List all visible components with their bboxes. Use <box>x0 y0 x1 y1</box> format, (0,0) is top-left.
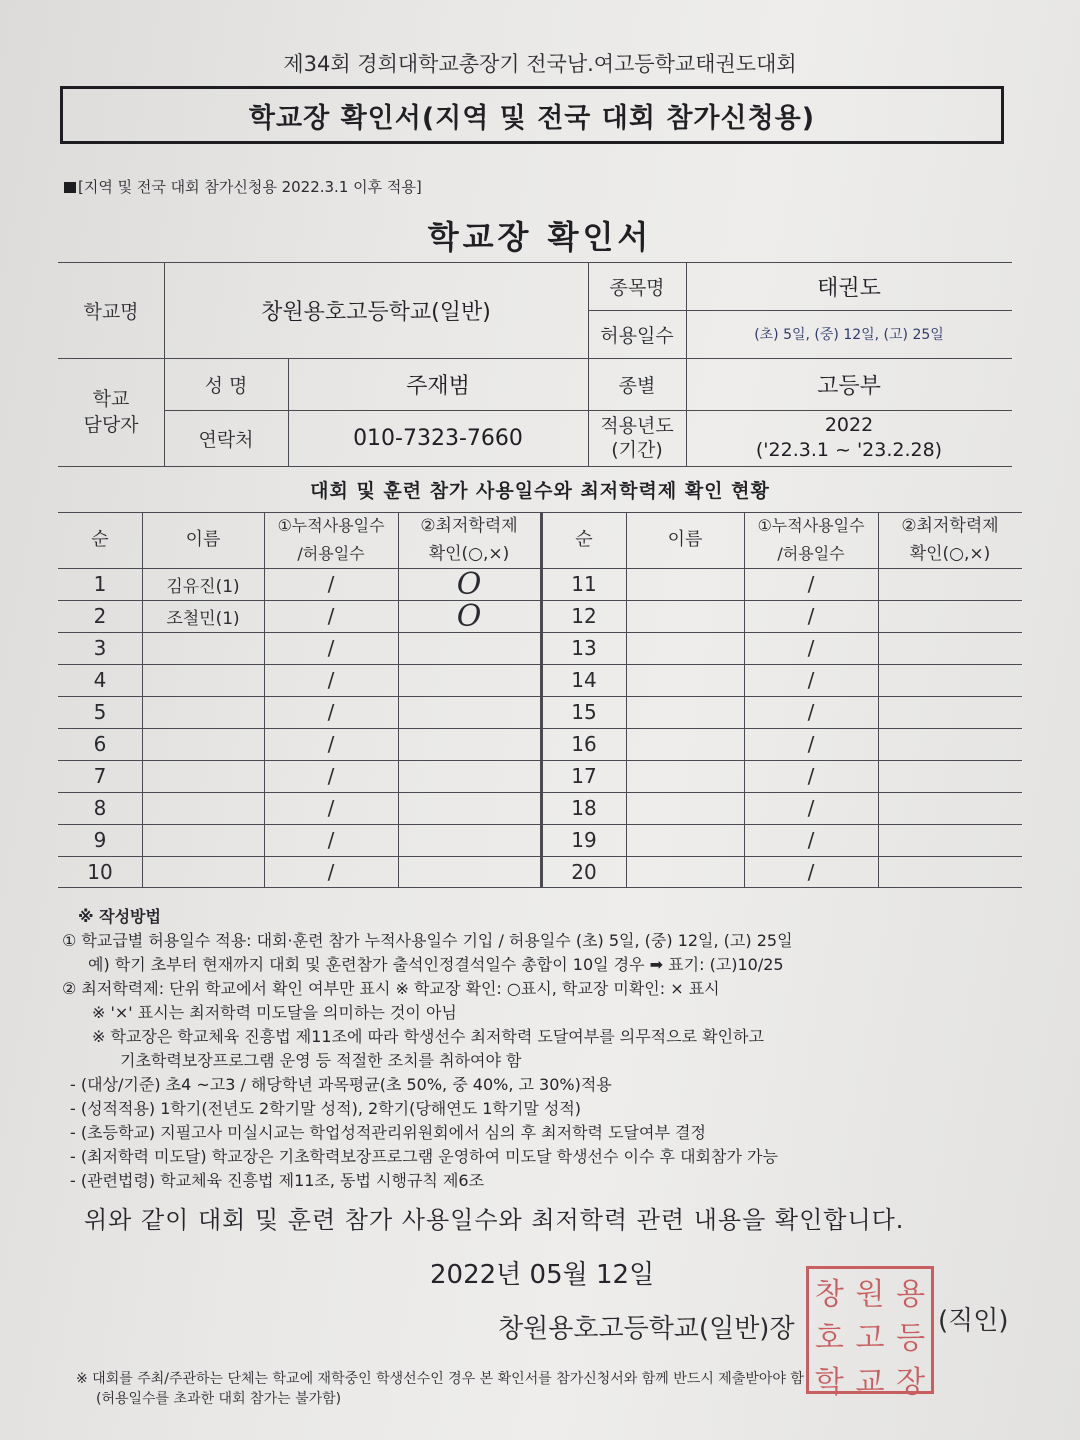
days-used-cell: / <box>327 764 335 788</box>
seal-glyph: 원 <box>855 1277 885 1312</box>
student-name <box>626 824 744 856</box>
confirmation-statement: 위와 같이 대회 및 훈련 참가 사용일수와 최저학력 관련 내용을 확인합니다. <box>84 1206 905 1234</box>
student-name <box>142 824 264 856</box>
year-value-year: 2022 <box>824 414 874 436</box>
student-name <box>142 856 264 888</box>
student-name <box>626 664 744 696</box>
min-academic-check: O <box>456 598 482 634</box>
seal-glyph: 등 <box>896 1321 926 1356</box>
header-days-line2: /허용일수 <box>297 544 365 563</box>
row-number: 5 <box>93 700 107 724</box>
days-used-cell: / <box>807 732 815 756</box>
min-academic-check <box>398 792 540 824</box>
min-academic-check <box>398 760 540 792</box>
header-name-right: 이름 <box>667 529 703 550</box>
manager-label <box>58 358 164 466</box>
year-value-period: ('22.3.1 ~ '23.2.28) <box>755 439 943 461</box>
seal-glyph: 고 <box>855 1321 885 1356</box>
row-number: 16 <box>571 732 597 756</box>
seal-glyph: 장 <box>896 1365 926 1400</box>
days-used-cell: / <box>327 636 335 660</box>
row-number: 2 <box>93 604 107 628</box>
method-line-8: - (성적적용) 1학기(전년도 2학기말 성적), 2학기(당해연도 1학기말 성적) <box>70 1099 582 1118</box>
student-name <box>142 760 264 792</box>
row-number: 6 <box>93 732 107 756</box>
official-seal-stamp <box>806 1266 934 1400</box>
student-name <box>142 696 264 728</box>
seal-glyph: 호 <box>814 1321 844 1356</box>
header-min-right <box>878 512 1022 568</box>
year-label <box>588 410 686 466</box>
manager-label-line1: 학교 <box>92 388 130 410</box>
row-number: 11 <box>571 572 597 596</box>
seal-glyph: 창 <box>814 1277 844 1312</box>
days-used-cell: / <box>807 796 815 820</box>
row-number: 18 <box>571 796 597 820</box>
row-number: 13 <box>571 636 597 660</box>
header-name-left: 이름 <box>185 529 221 550</box>
method-line-9: - (초등학교) 지필고사 미실시교는 학업성적관리위원회에서 심의 후 최저학력 도달여부 결정 <box>70 1123 706 1142</box>
student-name: 김유진(1) <box>166 576 240 597</box>
school-name-label: 학교명 <box>83 300 139 323</box>
min-academic-check <box>878 632 1022 664</box>
min-academic-check <box>398 696 540 728</box>
days-used-cell: / <box>327 860 335 884</box>
banner-title: 학교장 확인서(지역 및 전국 대회 참가신청용) <box>60 86 1004 144</box>
seal-glyph: 학 <box>814 1365 844 1400</box>
min-academic-check <box>398 856 540 888</box>
min-academic-check <box>878 568 1022 600</box>
top-note-text: [지역 및 전국 대회 참가신청용 2022.3.1 이후 적용] <box>78 178 422 196</box>
method-line-7: - (대상/기준) 초4 ~고3 / 해당학년 과목평균(초 50%, 중 40%, 고 30%)적용 <box>70 1075 612 1094</box>
min-academic-check <box>878 856 1022 888</box>
seal-glyph: 용 <box>896 1277 926 1312</box>
principal-signature: 창원용호고등학교(일반)장 <box>498 1314 795 1344</box>
row-number: 17 <box>571 764 597 788</box>
row-number: 4 <box>93 668 107 692</box>
days-used-cell: / <box>807 604 815 628</box>
row-number: 7 <box>93 764 107 788</box>
row-number: 14 <box>571 668 597 692</box>
method-line-4: ※ '×' 표시는 최저학력 미도달을 의미하는 것이 아님 <box>92 1003 457 1022</box>
row-number: 12 <box>571 604 597 628</box>
days-used-cell: / <box>807 668 815 692</box>
year-label-line2: (기간) <box>611 439 663 461</box>
square-bullet-icon <box>64 182 76 193</box>
row-number: 9 <box>93 828 107 852</box>
contact-value: 010-7323-7660 <box>353 425 523 451</box>
sport-label: 종목명 <box>609 276 665 299</box>
section-title: 대회 및 훈련 참가 사용일수와 최저학력제 확인 현황 <box>310 480 770 502</box>
header-min-line2: 확인(○,×) <box>428 544 510 564</box>
method-line-2: 예) 학기 초부터 현재까지 대회 및 훈련참가 출석인정결석일수 총합이 10일 경우 ➡ 표기: (고)10/25 <box>88 955 784 974</box>
row-number: 20 <box>571 860 597 884</box>
header-days-left <box>264 512 398 568</box>
method-line-10: - (최저학력 미도달) 학교장은 기초학력보장프로그램 운영하여 미도달 학생선수 이수 후 대회참가 가능 <box>70 1147 778 1166</box>
header-min-left <box>398 512 540 568</box>
row-number: 1 <box>93 572 107 596</box>
row-number: 19 <box>571 828 597 852</box>
participation-table <box>58 512 1022 888</box>
official-seal-label: (직인) <box>938 1306 1009 1336</box>
contact-label: 연락처 <box>198 428 254 451</box>
min-academic-check <box>878 600 1022 632</box>
student-name <box>142 792 264 824</box>
days-used-cell: / <box>327 604 335 628</box>
student-name <box>626 632 744 664</box>
min-academic-check <box>878 696 1022 728</box>
top-note <box>64 176 422 197</box>
header-no-right: 순 <box>575 529 593 550</box>
division-value: 고등부 <box>817 373 881 399</box>
sport-value: 태권도 <box>817 275 881 301</box>
student-name <box>626 696 744 728</box>
document-title: 학교장 확인서 <box>427 218 653 256</box>
days-used-cell: / <box>327 572 335 596</box>
header-days-line2: /허용일수 <box>777 544 845 563</box>
student-name <box>626 856 744 888</box>
student-name <box>626 792 744 824</box>
student-name <box>626 568 744 600</box>
min-academic-check: O <box>456 566 482 602</box>
min-academic-check <box>878 728 1022 760</box>
min-academic-check <box>398 632 540 664</box>
header-days-right <box>744 512 878 568</box>
name-label: 성 명 <box>204 374 248 397</box>
days-used-cell: / <box>807 572 815 596</box>
header-days-line1: ①누적사용일수 <box>757 516 865 535</box>
min-academic-check <box>398 728 540 760</box>
method-line-1: ① 학교급별 허용일수 적용: 대회·훈련 참가 누적사용일수 기입 / 허용일수 (초) 5일, (중) 12일, (고) 25일 <box>62 931 793 950</box>
row-number: 3 <box>93 636 107 660</box>
days-used-cell: / <box>807 828 815 852</box>
days-used-cell: / <box>327 796 335 820</box>
year-value <box>686 410 1012 466</box>
student-name <box>626 600 744 632</box>
year-label-line1: 적용년도 <box>600 415 674 437</box>
header-min-line1: ②최저학력제 <box>901 516 999 536</box>
row-number: 15 <box>571 700 597 724</box>
days-used-cell: / <box>807 764 815 788</box>
min-academic-check <box>878 792 1022 824</box>
manager-name-value: 주재범 <box>406 373 470 399</box>
footer-note-2: (허용일수를 초과한 대회 참가는 불가함) <box>96 1391 342 1407</box>
header-days-line1: ①누적사용일수 <box>277 516 385 535</box>
header-min-line2: 확인(○,×) <box>909 544 991 564</box>
method-line-5: ※ 학교장은 학교체육 진흥법 제11조에 따라 학생선수 최저학력 도달여부를 의무적으로 확인하고 <box>92 1027 764 1046</box>
method-line-3: ② 최저학력제: 단위 학교에서 확인 여부만 표시 ※ 학교장 확인: ○표시, 학교장 미확인: × 표시 <box>62 979 720 998</box>
days-used-cell: / <box>807 860 815 884</box>
event-title: 제34회 경희대학교총장기 전국남.여고등학교태권도대회 <box>283 52 797 76</box>
method-line-6: 기초학력보장프로그램 운영 등 적절한 조치를 취하여야 함 <box>120 1051 522 1070</box>
student-name <box>142 664 264 696</box>
method-line-11: - (관련법령) 학교체육 진흥법 제11조, 동법 시행규칙 제6조 <box>70 1171 485 1190</box>
footer-note-1: ※ 대회를 주최/주관하는 단체는 학교에 재학중인 학생선수인 경우 본 확인서를 참가신청서와 함께 반드시 제출받아야 함 <box>76 1371 804 1387</box>
header-no-left: 순 <box>91 529 109 550</box>
school-info-grid <box>58 262 1012 468</box>
row-number: 8 <box>93 796 107 820</box>
days-used-cell: / <box>327 700 335 724</box>
student-name <box>142 728 264 760</box>
student-name <box>626 760 744 792</box>
days-used-cell: / <box>807 700 815 724</box>
days-used-cell: / <box>327 828 335 852</box>
min-academic-check <box>398 664 540 696</box>
header-min-line1: ②최저학력제 <box>420 516 518 536</box>
division-label: 종별 <box>618 374 656 397</box>
days-used-cell: / <box>327 668 335 692</box>
student-name <box>142 632 264 664</box>
min-academic-check <box>878 760 1022 792</box>
days-used-cell: / <box>327 732 335 756</box>
row-number: 10 <box>87 860 113 884</box>
student-name: 조철민(1) <box>166 608 240 629</box>
min-academic-check <box>878 824 1022 856</box>
seal-glyph: 교 <box>855 1365 885 1400</box>
allowed-days-label: 허용일수 <box>600 324 674 347</box>
student-name <box>626 728 744 760</box>
min-academic-check <box>398 824 540 856</box>
document-date: 2022년 05월 12일 <box>430 1260 655 1290</box>
school-name-value: 창원용호고등학교(일반) <box>261 299 491 325</box>
days-used-cell: / <box>807 636 815 660</box>
method-title: ※ 작성방법 <box>78 907 161 926</box>
min-academic-check <box>878 664 1022 696</box>
allowed-days-value: (초) 5일, (중) 12일, (고) 25일 <box>754 327 944 343</box>
manager-label-line2: 담당자 <box>83 414 139 436</box>
